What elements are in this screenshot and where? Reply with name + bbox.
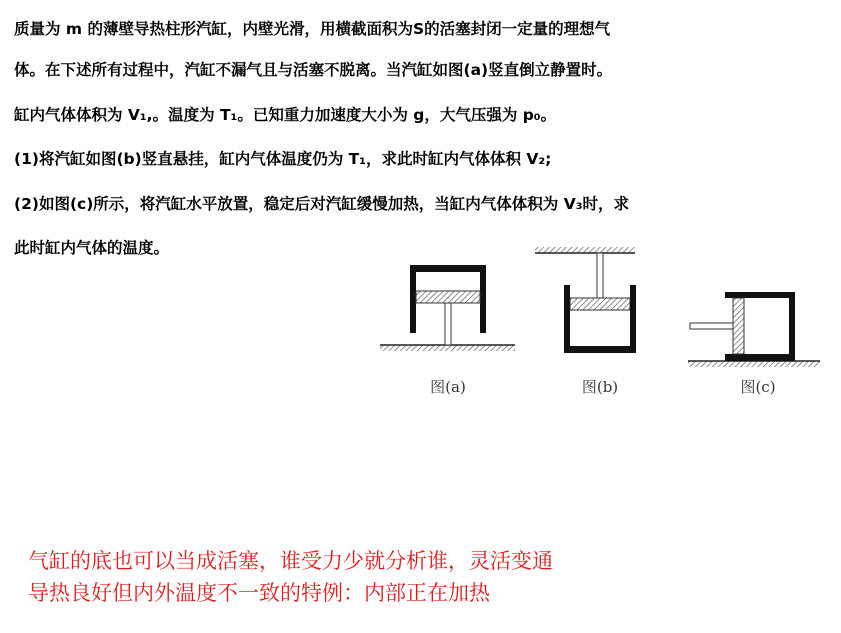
ceiling-b-hatch — [535, 247, 635, 253]
tip-1: 气缸的底也可以当成活塞，谁受力少就分析谁，灵活变通 — [28, 549, 553, 573]
piston-b — [570, 298, 630, 310]
problem-line-3: 缸内气体体积为 V₁,。温度为 T₁。已知重力加速度大小为 g，大气压强为 p₀。 — [14, 105, 557, 124]
piston-a — [416, 291, 480, 303]
cylinder-b-bottom — [564, 346, 636, 353]
problem-line-1: 质量为 m 的薄壁导热柱形汽缸，内壁光滑，用横截面积为S的活塞封闭一定量的理想气 — [14, 20, 611, 38]
cylinder-b-left-wall — [564, 285, 570, 353]
caption-b: 图(b) — [581, 378, 619, 396]
cylinder-c-end-wall — [789, 292, 795, 361]
figure-b — [535, 247, 636, 396]
figure-a — [380, 265, 515, 396]
ground-a-hatch — [380, 345, 515, 351]
rod-c — [690, 323, 733, 329]
teacher-notes — [28, 545, 553, 609]
caption-a: 图(a) — [430, 378, 466, 396]
cylinder-b-right-wall — [630, 285, 636, 353]
cylinder-c-bottom-wall — [725, 354, 795, 361]
caption-c: 图(c) — [740, 378, 776, 396]
tip-2: 导热良好但内外温度不一致的特例：内部正在加热 — [28, 581, 490, 605]
cylinder-a-right-wall — [480, 265, 486, 333]
rod-b — [597, 253, 603, 298]
cylinder-c-top-wall — [725, 292, 795, 298]
rod-a — [445, 303, 451, 345]
problem-line-2: 体。在下述所有过程中，汽缸不漏气且与活塞不脱离。当汽缸如图(a)竖直倒立静置时。 — [14, 61, 613, 79]
ground-c-hatch — [688, 361, 820, 367]
problem-text — [14, 10, 829, 271]
cylinder-a-top — [410, 265, 486, 272]
problem-line-4: (1)将汽缸如图(b)竖直悬挂，缸内气体温度仍为 T₁，求此时缸内气体体积 V₂; — [14, 150, 552, 168]
problem-line-6: 此时缸内气体的温度。 — [14, 239, 170, 257]
cylinder-a-left-wall — [410, 265, 416, 333]
cylinder-figures — [370, 245, 830, 410]
problem-line-5: (2)如图(c)所示，将汽缸水平放置，稳定后对汽缸缓慢加热，当缸内气体体积为 V₃时，求 — [14, 194, 629, 213]
figure-c — [688, 292, 820, 396]
piston-c — [733, 298, 744, 354]
